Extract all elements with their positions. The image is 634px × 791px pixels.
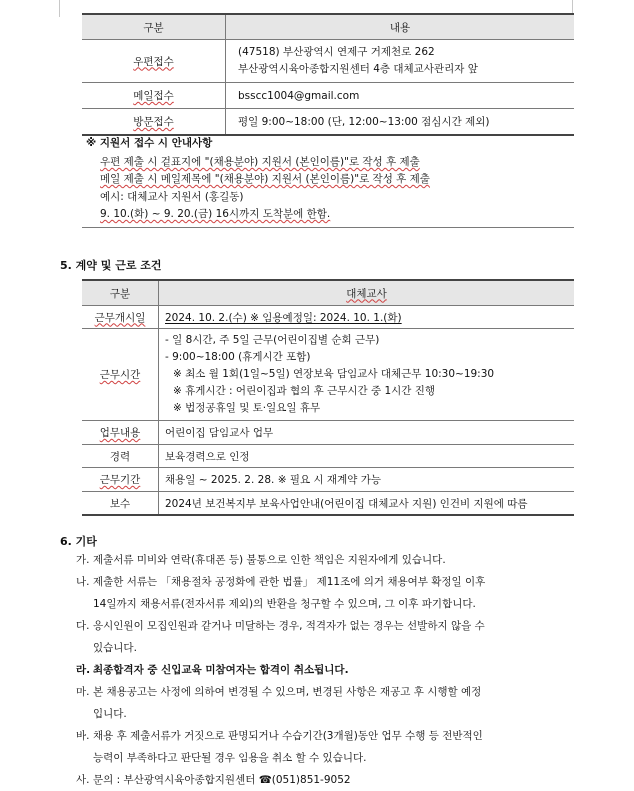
table-row (82, 83, 574, 109)
row-value (159, 329, 575, 421)
header-role: 대체교사 (159, 280, 575, 306)
row-key: 업무내용 (82, 421, 159, 445)
notice-line: 9. 10.(화) ~ 9. 20.(금) 16시까지 도착분에 한함. (100, 208, 331, 220)
header-category: 구분 (82, 280, 159, 306)
list-text: 14일까지 채용서류(전자서류 제외)의 반환을 청구할 수 있으며, 그 이후 파기합니다. (93, 598, 476, 610)
etc-list (76, 549, 576, 791)
list-text: 최종합격자 중 신입교육 미참여자는 합격이 취소됩니다. (93, 664, 349, 676)
address-line: 부산광역시육아종합지원센터 4층 대체교사관리자 앞 (238, 63, 478, 75)
list-marker: 나. (76, 576, 90, 588)
list-marker: 다. (76, 620, 90, 632)
list-marker: 라. (76, 664, 91, 676)
table-row (82, 421, 574, 445)
list-text: 제출한 서류는 「채용절차 공정화에 관한 법률」 제11조에 의거 채용여부 확정일 이후 (93, 576, 486, 588)
row-key: 방문접수 (82, 109, 226, 136)
row-key: 메일접수 (82, 83, 226, 109)
list-marker: 바. (76, 730, 90, 742)
row-value: 2024년 보건복지부 보육사업안내(어린이집 대체교사 지원) 인건비 지원에 따름 (159, 492, 575, 516)
notice-line: 예시: 대체교사 지원서 (홍길동) (100, 191, 244, 203)
list-item (76, 615, 576, 659)
section-6-title: 6. 기타 (60, 535, 97, 548)
row-value: 2024. 10. 2.(수) ※ 임용예정일: 2024. 10. 1.(화) (159, 306, 575, 329)
email-link[interactable]: bsscc1004@gmail.com (226, 83, 575, 109)
row-value: 평일 9:00~18:00 (단, 12:00~13:00 점심시간 제외) (226, 109, 575, 136)
row-value: 채용일 ~ 2025. 2. 28. ※ 필요 시 재계약 가능 (159, 468, 575, 492)
notice-line: 메일 제출 시 메일제목에 "(채용분야) 지원서 (본인이름)"로 작성 후 제출 (100, 173, 430, 185)
row-value (226, 40, 575, 83)
work-hours-line: ※ 법정공휴일 및 토·일요일 휴무 (173, 402, 321, 414)
list-text: 채용 후 제출서류가 거짓으로 판명되거나 수습기간(3개월)동안 업무 수행 등 전반적인 (93, 730, 483, 742)
list-item (76, 659, 576, 681)
list-item (76, 571, 576, 615)
table-row (82, 329, 574, 421)
table-row (82, 445, 574, 468)
list-marker: 사. (76, 774, 90, 786)
notice-line: 우편 제출 시 겉표지에 "(채용분야) 지원서 (본인이름)"로 작성 후 제출 (100, 156, 420, 168)
list-marker: 마. (76, 686, 90, 698)
row-key: 우편접수 (82, 40, 226, 83)
list-marker: 가. (76, 554, 90, 566)
list-item (76, 549, 576, 571)
work-hours-line: ※ 휴게시간 : 어린이집과 협의 후 근무시간 중 1시간 진행 (173, 385, 436, 397)
row-value: 어린이집 담임교사 업무 (159, 421, 575, 445)
notice-box (82, 131, 574, 228)
list-item (76, 681, 576, 725)
work-hours-line: ※ 최소 월 1회(1일~5일) 연장보육 담임교사 대체근무 10:30~19:30 (173, 368, 495, 380)
table-row (82, 306, 574, 329)
list-text: 능력이 부족하다고 판단될 경우 임용을 취소 할 수 있습니다. (93, 752, 367, 764)
list-text: 제출서류 미비와 연락(휴대폰 등) 불통으로 인한 책임은 지원자에게 있습니다. (93, 554, 446, 566)
row-key: 근무개시일 (82, 306, 159, 329)
row-key: 근무시간 (82, 329, 159, 421)
page-margin-left (59, 0, 60, 17)
table-row (82, 468, 574, 492)
table-row (82, 40, 574, 83)
list-text: 본 채용공고는 사정에 의하여 변경될 수 있으며, 변경된 사항은 재공고 후 시행할 예정 (93, 686, 482, 698)
notice-title: ※ 지원서 접수 시 안내사항 (86, 137, 213, 149)
list-text: 응시인원이 모집인원과 같거나 미달하는 경우, 적격자가 없는 경우는 선발하지 않을 수 (93, 620, 485, 632)
row-key: 경력 (82, 445, 159, 468)
work-hours-line: - 9:00~18:00 (휴게시간 포함) (165, 351, 311, 363)
header-category: 구분 (82, 14, 226, 40)
work-hours-line: - 일 8시간, 주 5일 근무(어린이집별 순회 근무) (165, 334, 380, 346)
list-item (76, 725, 576, 769)
list-text: 있습니다. (93, 642, 137, 654)
row-key: 근무기간 (82, 468, 159, 492)
list-item (76, 769, 576, 791)
list-text: 입니다. (93, 708, 127, 720)
row-value: 보육경력으로 인정 (159, 445, 575, 468)
section-5-title: 5. 계약 및 근로 조건 (60, 259, 162, 272)
table-header-row (82, 280, 574, 306)
contact-text: 문의 : 부산광역시육아종합지원센터 ☎(051)851-9052 (93, 774, 351, 786)
table-row (82, 492, 574, 516)
header-content: 내용 (226, 14, 575, 40)
submission-table (82, 13, 574, 136)
address-line: (47518) 부산광역시 연제구 거제천로 262 (238, 46, 435, 58)
table-header-row (82, 14, 574, 40)
row-key: 보수 (82, 492, 159, 516)
contract-table (82, 279, 574, 516)
